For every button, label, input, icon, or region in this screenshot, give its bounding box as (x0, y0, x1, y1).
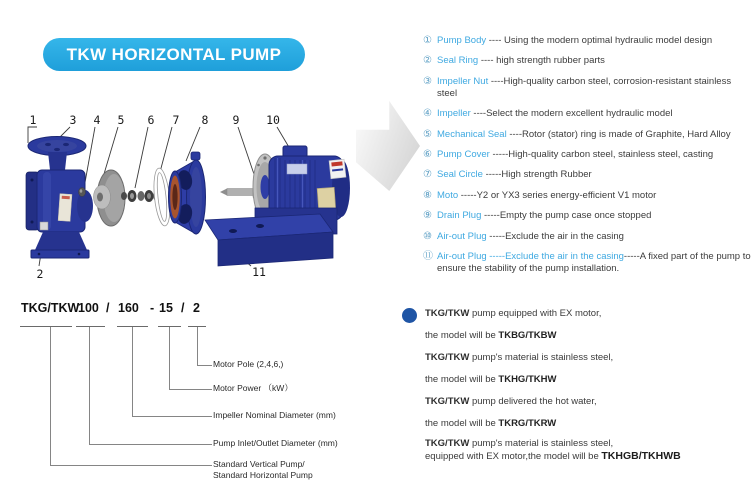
label-inlet-diameter: Pump Inlet/Outlet Diameter (mm) (213, 438, 338, 448)
callout-4: 4 (93, 113, 101, 127)
part-name: Seal Circle (437, 169, 483, 181)
variant-result: equipped with EX motor,the model will be TKHGB/TKHWB (425, 450, 681, 462)
list-item (423, 231, 753, 243)
list-item (423, 169, 753, 181)
variant-condition: TKG/TKW pump delivered the hot water, (425, 396, 597, 407)
page-title: TKW HORIZONTAL PUMP (66, 44, 282, 64)
item-number: ⑨ (423, 210, 432, 222)
list-item (423, 108, 753, 120)
part-desc: ---- high strength rubber parts (478, 55, 605, 67)
title-banner (43, 38, 305, 71)
callout-5: 5 (117, 113, 125, 127)
variant-condition: TKG/TKW pump's material is stainless steel, (425, 438, 614, 449)
list-item (423, 149, 753, 161)
callout-8: 8 (201, 113, 209, 127)
list-item (423, 210, 753, 222)
callout-9: 9 (232, 113, 240, 127)
part-name: Air-out Plug (437, 230, 487, 242)
impeller-nut (79, 188, 86, 197)
item-number: ⑧ (423, 189, 432, 201)
item-number: ① (423, 35, 432, 46)
part-name: Pump Body (437, 35, 487, 46)
drain-plug (40, 222, 48, 230)
item-number: ⑤ (423, 128, 432, 140)
part-desc: ----Select the modern excellent hydraulic model (470, 108, 673, 120)
callout-3: 3 (69, 113, 77, 127)
list-item (423, 190, 753, 202)
item-number: ⑪ (423, 250, 433, 262)
callout-11: 11 (252, 265, 266, 279)
item-number: ⑥ (423, 148, 432, 160)
part-name: Mechanical Seal (437, 128, 507, 140)
callout-2: 2 (36, 267, 44, 281)
model-impeller: 160 (118, 301, 139, 315)
variant-condition: TKG/TKW pump's material is stainless steel, (425, 352, 614, 363)
list-item (423, 35, 753, 47)
item-number: ⑩ (423, 230, 432, 242)
model-power: 15 (159, 301, 173, 315)
model-inlet: 100 (78, 301, 99, 315)
impeller (94, 170, 126, 226)
parts-list (423, 35, 753, 283)
callout-6: 6 (147, 113, 155, 127)
bullet-circle-icon (402, 308, 417, 323)
list-item (423, 76, 753, 100)
item-number: ② (423, 55, 432, 67)
callout-1: 1 (29, 113, 37, 127)
part-desc: -----Empty the pump case once stopped (481, 210, 652, 222)
list-item (423, 251, 753, 275)
item-number: ④ (423, 108, 432, 120)
label-motor-pole: Motor Pole (2,4,6,) (213, 359, 284, 369)
pump-cover (169, 152, 206, 234)
list-item (423, 129, 753, 141)
label-impeller-diameter: Impeller Nominal Diameter (mm) (213, 410, 336, 420)
part-desc: -----High strength Rubber (482, 169, 592, 181)
exploded-pump-diagram (15, 88, 425, 293)
variant-result: the model will be TKRG/TKRW (425, 418, 557, 429)
part-desc: -----Y2 or YX3 series energy-efficient V1 motor (458, 189, 657, 201)
part-name: Moto (437, 189, 459, 201)
callout-10: 10 (266, 113, 280, 127)
model-nomenclature (0, 295, 400, 495)
part-desc: ----Rotor (stator) ring is made of Graphite, Hard Alloy (506, 128, 731, 140)
mechanical-seal (121, 190, 159, 202)
label-standard-pump: Standard Vertical Pump/ Standard Horizontal Pump (213, 459, 313, 480)
item-number: ⑦ (423, 169, 432, 181)
part-name: Drain Plug (437, 210, 482, 222)
part-name: Impeller Nut (437, 75, 489, 87)
connector-line (50, 327, 212, 466)
part-name: Impeller (437, 108, 471, 120)
part-desc: ----High-quality carbon steel, corrosion-resistant stainless steel (437, 75, 732, 99)
model-sep: / (181, 301, 185, 315)
pump-body (26, 137, 93, 259)
variant-result: the model will be TKBG/TKBW (425, 330, 557, 341)
part-name: Seal Ring (437, 55, 479, 67)
model-pole: 2 (193, 301, 200, 315)
part-name: Air-out Plug -----Exclude the air in the casing (437, 250, 624, 262)
motor-label (329, 159, 346, 178)
callout-7: 7 (172, 113, 180, 127)
part-desc: -----A fixed part of the pump to ensure the stability of the pump installation. (437, 250, 751, 274)
list-item (423, 55, 753, 67)
model-sep: / (106, 301, 110, 315)
part-desc: -----High-quality carbon steel, stainless steel, casting (489, 148, 714, 160)
part-desc: -----Exclude the air in the casing (486, 230, 624, 242)
model-sep: - (150, 301, 155, 315)
model-brand: TKG/TKW (21, 301, 80, 315)
part-desc: ---- Using the modern optimal hydraulic model design (486, 35, 713, 46)
model-variants (425, 303, 750, 462)
item-number: ③ (423, 75, 432, 87)
base-plate (205, 208, 337, 266)
variant-result: the model will be TKHG/TKHW (425, 374, 557, 385)
label-motor-power: Motor Power （kW） (213, 383, 293, 393)
variant-condition: TKG/TKW pump equipped with EX motor, (425, 308, 602, 319)
part-name: Pump Cover (437, 148, 490, 160)
